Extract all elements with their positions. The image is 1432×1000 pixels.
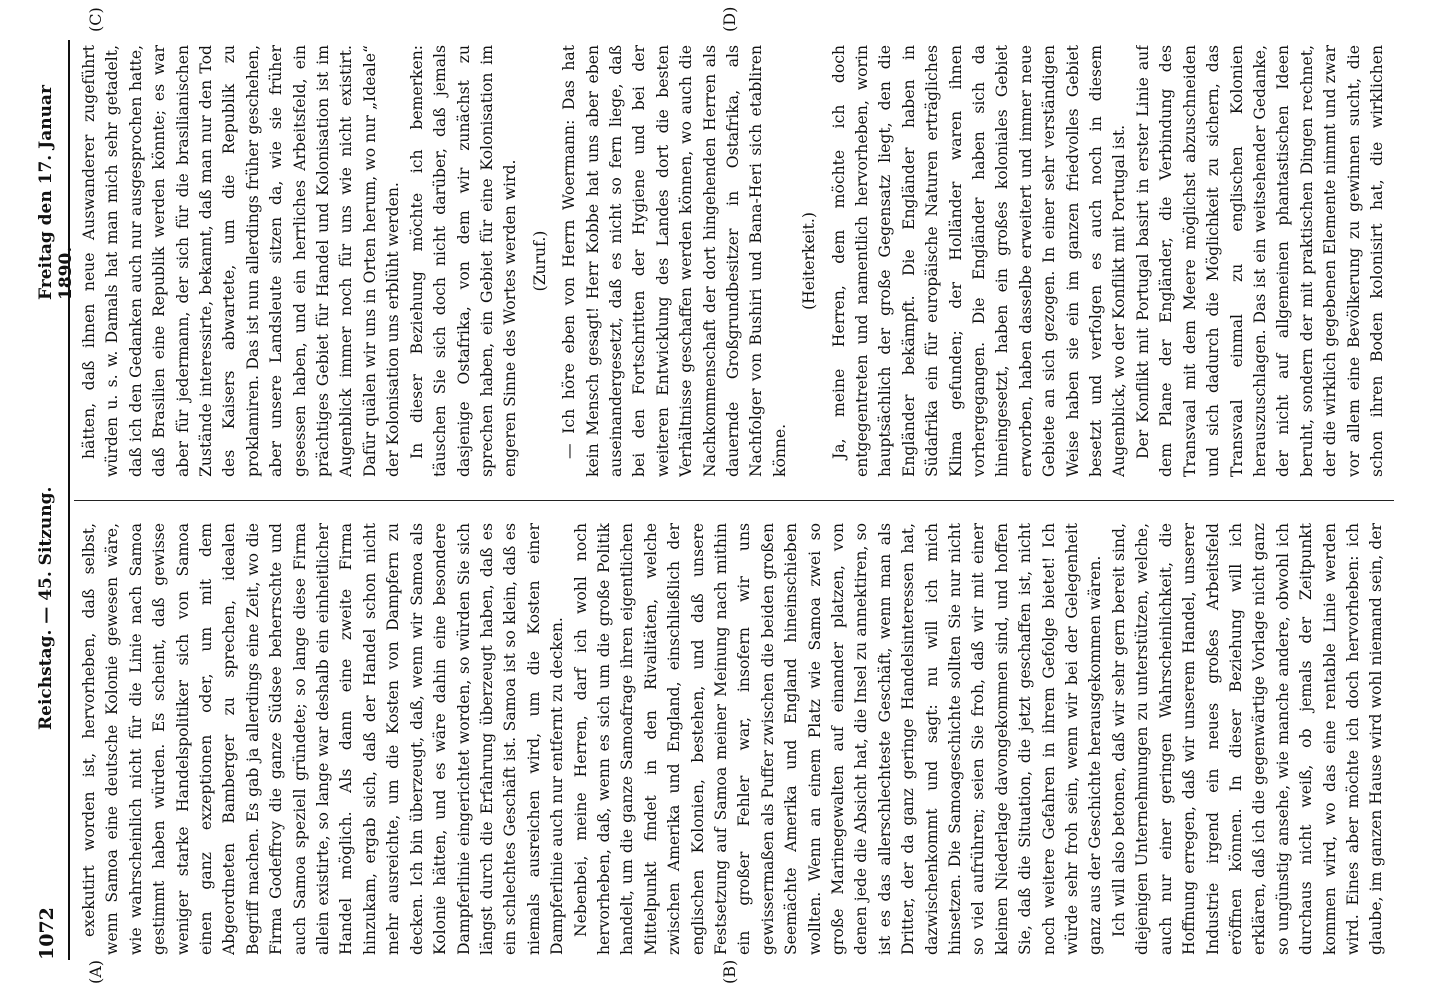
left-column bbox=[78, 523, 1388, 955]
page-number: 1072 bbox=[36, 907, 58, 960]
page-header bbox=[28, 40, 76, 960]
paragraph: Ich will also betonen, daß wir sehr gern bereit sind, diejenigen Unternehmungen zu unterstützen, welche, auch nur einer geringen Wahrscheinlichkeit, die Hoffnung erregen, daß wir unserem Handel, unserer Industrie irgend ein neues großes Arbeitsfeld eröffnen können. In dieser Beziehung will ich erklären, daß ich die gegenwärtige Vorlage nicht ganz so ungünstig ansehe, wie manche andere, obwohl ich durchaus nicht weiß, ob jemals der Zeitpunkt kommen wird, wo das eine rentable Linie werden wird. Eines aber möchte ich doch hervorheben: ich glaube, im ganzen Hause wird wohl niemand sein, der bbox=[1109, 523, 1386, 955]
session-title: Reichstag. — 45. Sitzung. bbox=[36, 486, 56, 730]
margin-marker-d: (D) bbox=[720, 6, 739, 32]
right-column bbox=[78, 45, 1388, 477]
interjection: (Heiterkeit.) bbox=[800, 212, 819, 310]
paragraph: Ja, meine Herren, dem möchte ich doch entgegentreten und namentlich hervorheben, worin hauptsächlich der große Gegensatz liegt, den die Engländer bekämpft. Die Engländer haben in Südafrika ein für europäische Naturen erträgliches Klima gefunden; der Holländer waren ihnen vorhergegangen. Die Engländer haben sich da hineingesetzt, haben ein großes koloniales Gebiet erworben, haben dasselbe erweitert und immer neue Gebiete an sich gezogen. In einer sehr verständigen Weise haben sie ein im ganzen friedvolles Gebiet besetzt und verfolgen es auch noch in diesem Augenblick, wo der Konflikt mit Portugal ist. bbox=[829, 45, 1129, 477]
digitization-credit bbox=[1412, 0, 1432, 1000]
paragraph: exekutirt worden ist, hervorheben, daß selbst, wenn Samoa eine deutsche Kolonie gewesen wäre, wie wahrscheinlich nicht für die Linie nach Samoa gestimmt haben würden. Es scheint, daß gewisse weniger starke Handelspolitiker sich von Samoa einen ganz exzeptionen oder, um mit dem Abgeordneten Bamberger zu sprechen, idealen Begriff machen. Es gab ja allerdings eine Zeit, wo die Firma Godeffroy die ganze Südsee beherrschte und auch Samoa speziell gründete; so lange diese Firma allein existirte, so lange war deshalb ein einheitlicher Handel möglich. Als dann eine zweite Firma hinzukam, ergab sich, daß der Handel schon nicht mehr ausreichte, um die Kosten von Dampfern zu decken. Ich bin überzeugt, daß, wenn wir Samoa als Kolonie hätten, und es wäre dahin eine besondere Dampferlinie eingerichtet worden, so würden Sie sich längst durch die Erfahrung überzeugt haben, daß es ein schlechtes Geschäft ist. Samoa ist so klein, daß es niemals ausreichen wird, um die Kosten einer Dampferlinie auch nur entfernt zu decken. bbox=[80, 523, 567, 955]
paragraph: — Ich höre eben von Herrn Woermann: Das hat kein Mensch gesagt! Herr Kobbe hat uns aber eben auseinandergesetzt, daß es nicht so fern liege, daß bei den Fortschritten der Hygiene und bei der weiteren Entwicklung des Landes dort die besten Verhältnisse geschaffen werden können, wo auch die Nachkommenschaft der dort hingehenden Herren als dauernde Großgrundbesitzer in Ostafrika, als Nachfolger von Bushiri und Bana-Heri sich etabliren könne. bbox=[560, 45, 789, 477]
margin-marker-c: (C) bbox=[86, 7, 105, 32]
column-divider bbox=[74, 500, 1394, 501]
session-date: Freitag den 17. Januar 1890. bbox=[36, 85, 76, 300]
paragraph: Der Konflikt mit Portugal basirt in erster Linie auf dem Plane der Engländer, die Verbindung des Transvaal mit dem Meere möglichst abzuschneiden und sich dadurch die Möglichkeit zu sichern, das Transvaal einmal zu englischen Kolonien herauszuschlagen. Das ist ein weitsehender Gedanke, der nicht auf allgemeinen phantastischen Ideen beruht, sondern der mit praktischen Dingen rechnet, der die wirklich gegebenen Elemente nimmt und zwar vor allem eine Bevölkerung zu gewinnen sucht, die schon ihren Boden kolonisirt hat, die wirklichen bbox=[1133, 45, 1386, 477]
paragraph: Nebenbei, meine Herren, darf ich wohl noch hervorheben, daß, wenn es sich um die große Politik handelt, um die ganze Samoafrage ihren eigentlichen Mittelpunkt findet in den Rivalitäten, welche zwischen Amerika und England, einschließlich der englischen Kolonien, bestehen, und daß unsere Festsetzung auf Samoa meiner Meinung nach mithin ein großer Fehler war, insofern wir uns gewissermaßen als Puffer zwischen die beiden großen Seemächte Amerika und England hineinschieben wollten. Wenn an einem Platz wie Samoa zwei so große Marinegewalten auf einander platzen, von denen jede die Absicht hat, die Insel zu annektiren, so ist es das allerschlechteste Geschäft, wenn man als Dritter, der da ganz geringe Handelsinteressen hat, dazwischenkommt und sagt: nu will ich mich hinsetzen. Die Samoageschichte sollten Sie nur nicht so viel aufrühren; seien Sie froh, daß wir mit einer kleinen Niederlage davongekommen sind, und hoffen Sie, daß die Situation, die jetzt geschaffen ist, nicht noch weitere Gefahren in ihrem Gefolge bietet! Ich würde sehr froh sein, wenn wir bei der Gelegenheit ganz aus der Geschichte herausgekommen wären. bbox=[571, 523, 1105, 955]
margin-marker-a: (A) bbox=[86, 959, 105, 984]
margin-marker-b: (B) bbox=[720, 959, 739, 984]
interjection: (Zuruf.) bbox=[530, 230, 549, 292]
paragraph: hätten, daß ihnen neue Auswanderer zugeführt würden u. s. w. Damals hat man mich sehr getadelt, daß ich den Gedanken auch nur ausgesprochen hatte, daß Brasilien eine Republik werden könnte; es war aber für jedermann, der sich für die brasilianischen Zustände interessirte, bekannt, daß man nur den Tod des Kaisers abwartete, um die Republik zu proklamiren. Das ist nun allerdings früher geschehen, aber unsere Landsleute sitzen da, wie sie früher gesessen haben, und ein herrliches Arbeitsfeld, ein prächtiges Gebiet für Handel und Kolonisation ist im Augenblick immer noch für uns wie nicht existirt. Dafür quälen wir uns in Orten herum, wo nur „Ideale“ der Kolonisation uns erblüht werden. bbox=[80, 45, 403, 477]
paragraph: In dieser Beziehung möchte ich bemerken: täuschen Sie sich doch nicht darüber, daß jemals dasjenige Ostafrika, von dem wir zunächst zu sprechen haben, ein Gebiet für eine Kolonisation im engeren Sinne des Wortes werden wird. bbox=[407, 45, 520, 477]
